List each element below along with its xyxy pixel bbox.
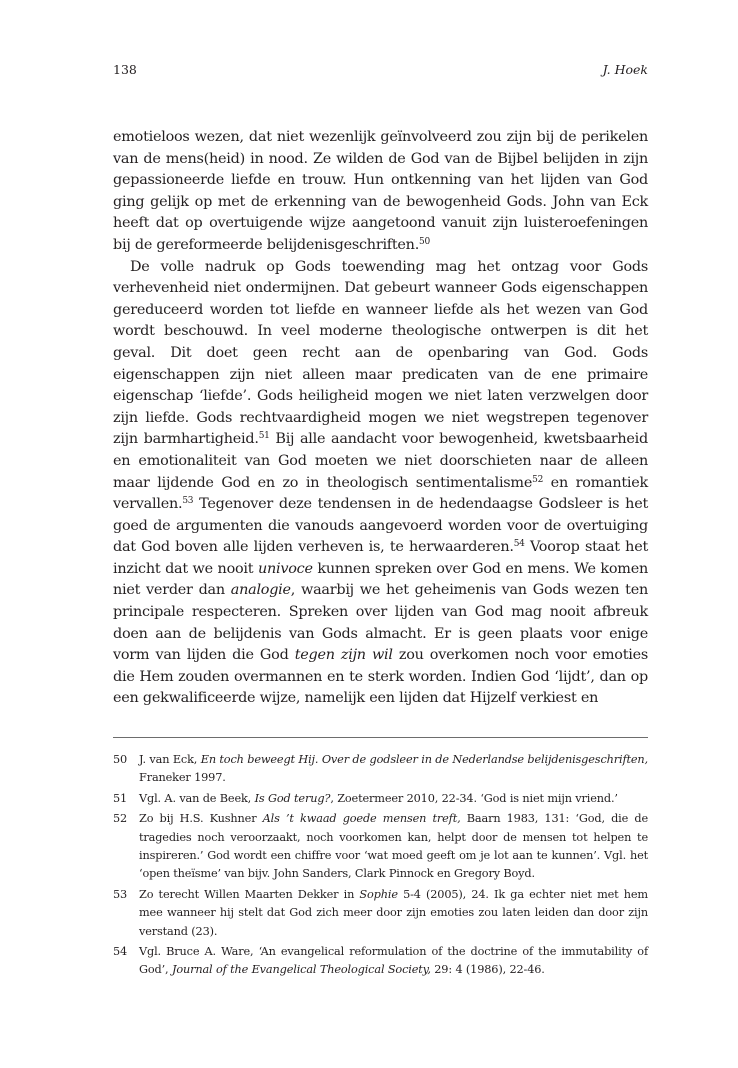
text-run: emotieloos wezen, dat niet wezenlijk geïnvolveerd zou zijn bij de perikelen van de mens(heid) in nood. Ze wilden de God van de Bijbel belijden in zijn gepassioneerde liefde en trouw. Hun ontkenning van het lijden van God ging gelijk op met de erkenning van de bewogenheid Gods. John van Eck heeft dat op overtuigende wijze aangetoond vanuit zijn luisteroefeningen bij de gereformeerde belijdenisgeschriften. [113,129,648,253]
paragraph-1 [113,127,648,257]
page-number: 138 [113,62,137,77]
footnote-text [139,886,648,941]
running-header [113,62,648,77]
text-run: Baarn 1983, 131: ‘God, die de tragedies noch veroorzaakt, noch voorkomen kan, helpt door de mensen tot helpen te inspireren.’ God wordt een chiffre voor ‘wat moed geeft om je lot aan te kunnen’. Vgl. het ‘open theïsme’ van bijv. John Sanders, Clark Pinnock en Gregory Boyd. [139,812,648,881]
footnote-ref-54[interactable]: 54 [513,539,525,550]
footnote-ref-50[interactable]: 50 [419,236,430,247]
text-run: Bij alle aandacht voor bewogenheid, kwetsbaarheid en emotionaliteit van God moeten we niet doorschieten naar de alleen maar lijdende God en zo in theologisch sentimentalisme [113,431,648,491]
italic-title: Journal of the Evangelical Theological Society, [171,963,431,977]
footnote-text [139,790,648,808]
text-run: De volle nadruk op Gods toewending mag het ontzag voor Gods verhevenheid niet ondermijnen. Dat gebeurt wanneer Gods eigenschappen gereduceerd worden tot liefde en wanneer liefde als het wezen van God wordt beschouwd. In veel moderne theologische ontwerpen is dit het geval. Dit doet geen recht aan de openbaring van God. Gods eigenschappen zijn niet alleen maar predicaten van de ene primaire eigenschap ‘liefde’. Gods heiligheid mogen we niet laten verzwelgen door zijn liefde. Gods rechtvaardigheid mogen we niet wegstrepen tegenover zijn barmhartigheid. [113,258,648,448]
footnotes [113,751,648,982]
footnote-53 [113,886,648,941]
text-run: 29: 4 (1986), 22-46. [430,963,545,977]
italic-title: Als ’t kwaad goede mensen treft, [262,812,461,826]
text-run: Tegenover deze tendensen in de hedendaagse Godsleer is het goed de argumenten die vanouds aangevoerd worden voor de overtuiging dat God boven alle lijden verheven is, te herwaarderen. [113,496,648,556]
footnote-52 [113,810,648,884]
text-run: J. van Eck, [139,753,201,766]
text-run: en romantiek vervallen. [113,474,649,513]
text-run: Vgl. A. van de Beek, [139,791,255,805]
text-run: kunnen spreken over God en mens. We komen niet verder dan [113,560,648,599]
paragraph-2 [113,257,648,710]
footnote-54 [113,943,648,980]
footnote-number: 52 [113,812,128,826]
footnote-ref-53[interactable]: 53 [182,496,194,507]
text-run: Zo bij H.S. Kushner [139,812,263,826]
main-text [113,127,648,710]
footnote-ref-52[interactable]: 52 [532,474,544,485]
text-run: zou overkomen noch voor emoties die Hem zouden overmannen en te sterk worden. Indien God ‘lijdt’, dan op een gekwalificeerde wijze, namelijk een lijden dat Hijzelf verkiest en [113,647,648,707]
italic-title: En toch beweegt Hij. Over de godsleer in de Nederlandse belijdenisgeschriften, [200,753,648,766]
text-run: 5-4 (2005), 24. Ik ga echter niet met hem mee wanneer hij stelt dat God zich meer door zijn emoties zou laten leiden dan door zijn verstand (23). [139,887,648,938]
footnote-number: 50 [113,753,128,766]
footnote-50 [113,751,648,788]
running-head-author: J. Hoek [602,62,648,77]
italic-title: Is God terug? [254,791,331,805]
footnote-number: 53 [113,887,128,901]
italic-term: tegen zijn wil [294,647,393,664]
text-run: Voorop staat het inzicht dat we nooit [113,539,648,577]
footnote-number: 54 [113,945,128,959]
text-run: Zo terecht Willen Maarten Dekker in [139,887,360,901]
text-run: , waarbij we het geheimenis van Gods wezen ten principale respecteren. Spreken over lijden van God mag nooit afbreuk doen aan de belijdenis van Gods almacht. Er is geen plaats voor enige vorm van lijden die God [113,582,648,664]
italic-title: Sophie [359,887,398,901]
footnote-text [139,810,648,884]
footnote-text [139,751,648,788]
footnote-ref-51[interactable]: 51 [258,431,270,442]
footnote-text [139,943,648,980]
text-run: Vgl. Bruce A. Ware, ‘An evangelical reformulation of the doctrine of the immutability of God’, [139,945,648,977]
italic-term: analogie [230,582,291,599]
footnote-separator [113,737,648,738]
footnote-51 [113,790,648,808]
text-run: , Zoetermeer 2010, 22-34. ‘God is niet mijn vriend.’ [330,791,618,805]
italic-term: univoce [257,560,313,577]
text-run: Franeker 1997. [139,771,226,785]
footnote-number: 51 [113,791,128,805]
